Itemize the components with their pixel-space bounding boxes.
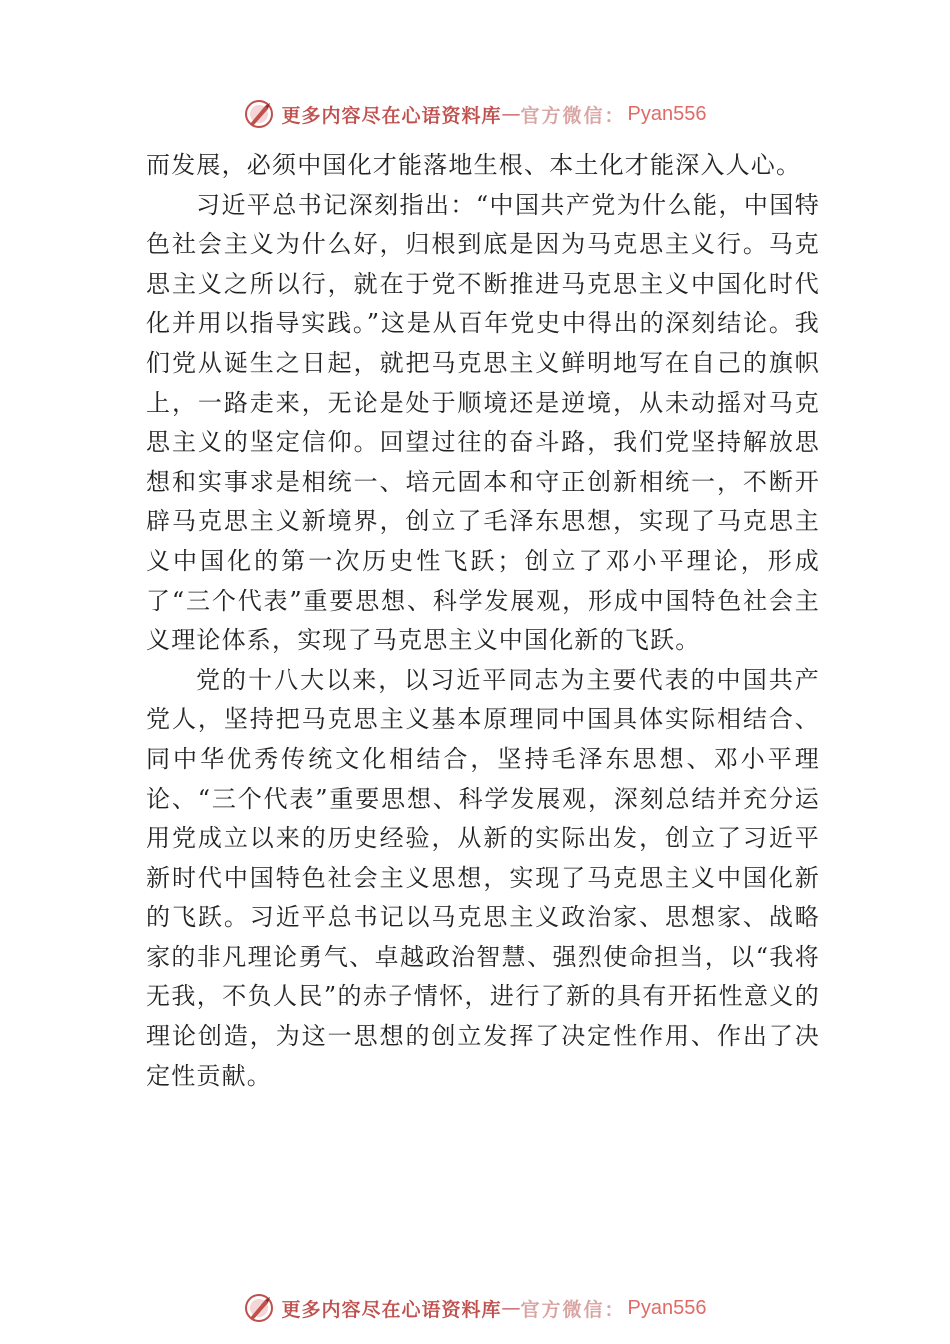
paragraph-1: 习近平总书记深刻指出：“中国共产党为什么能，中国特色社会主义为什么好，归根到底是因为马克思主义行。马克思主义之所以行，就在于党不断推进马克思主义中国化时代化并用以指导实践。”这是从百年党史中得出的深刻结论。我们党从诞生之日起，就把马克思主义鲜明地写在自己的旗帜上，一路走来，无论是处于顺境还是逆境，从未动摇对马克思主义的坚定信仰。回望过往的奋斗路，我们党坚持解放思想和实事求是相统一、培元固本和守正创新相统一，不断开辟马克思主义新境界，创立了毛泽东思想，实现了马克思主义中国化的第一次历史性飞跃；创立了邓小平理论，形成了“三个代表”重要思想、科学发展观，形成中国特色社会主义理论体系，实现了马克思主义中国化新的飞跃。: [146, 190, 820, 655]
watermark-label: 官方微信：: [520, 104, 626, 127]
document-body: [146, 146, 820, 1096]
watermark-separator: —: [501, 103, 521, 125]
header-watermark: [0, 96, 950, 132]
paragraph-continuation: 而发展，必须中国化才能落地生根、本土化才能深入人心。: [146, 151, 802, 179]
watermark-separator: —: [501, 1297, 521, 1319]
paragraph-2: 党的十八大以来，以习近平同志为主要代表的中国共产党人，坚持把马克思主义基本原理同中国具体实际相结合、同中华优秀传统文化相结合，坚持毛泽东思想、邓小平理论、“三个代表”重要思想、科学发展观，深刻总结并充分运用党成立以来的历史经验，从新的实际出发，创立了习近平新时代中国特色社会主义思想，实现了马克思主义中国化新的飞跃。习近平总书记以马克思主义政治家、思想家、战略家的非凡理论勇气、卓越政治智慧、强烈使命担当，以“我将无我，不负人民”的赤子情怀，进行了新的具有开拓性意义的理论创造，为这一思想的创立发挥了决定性作用、作出了决定性贡献。: [146, 665, 820, 1090]
quill-pen-logo-icon: [244, 1293, 274, 1323]
watermark-brand: 更多内容尽在心语资料库: [281, 1298, 502, 1321]
footer-watermark: [0, 1290, 950, 1326]
watermark-wechat-id: Pyan556: [627, 102, 707, 125]
watermark-label: 官方微信：: [520, 1298, 626, 1321]
quill-pen-logo-icon: [244, 99, 274, 129]
watermark-brand: 更多内容尽在心语资料库: [281, 104, 502, 127]
watermark-wechat-id: Pyan556: [627, 1296, 707, 1319]
